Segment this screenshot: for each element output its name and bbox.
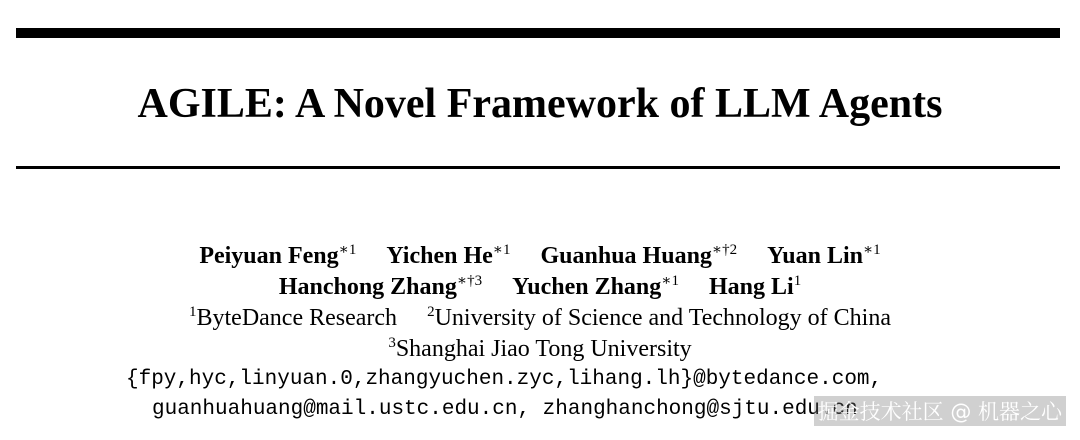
authors-line-2: [0, 271, 1080, 303]
affiliations-line-1: [0, 302, 1080, 334]
author: Yuan Lin$^{∗1}$: [767, 242, 881, 269]
top-rule: [16, 28, 1060, 38]
author: Yichen $He^{∗1}$: [386, 242, 511, 269]
affiliation: $^1$ByteDance Research: [188, 304, 398, 331]
author: Yuchen Zhang$^{∗1}$: [512, 273, 679, 300]
author: Guanhua Huang$^{∗\dagger 2}$: [540, 242, 738, 269]
title-bottom-rule: [16, 166, 1060, 169]
author: Hanchong Zhang$^{∗\dagger 3}$: [278, 273, 483, 300]
author: Hang Li$^1$: [708, 273, 802, 300]
affiliation: $^3$Shanghai Jiao Tong University: [388, 335, 692, 362]
author: Peiyuan Feng$^{∗1}$: [199, 242, 357, 269]
email-line-1: {fpy,hyc,linyuan.0,zhangyuchen.zyc,lihang.lh}@bytedance.com,: [126, 368, 883, 391]
authors-line-1: [0, 240, 1080, 272]
affiliations-line-2: [0, 333, 1080, 365]
watermark: 掘金技术社区 @ 机器之心: [814, 396, 1066, 426]
paper-title: AGILE: A Novel Framework of LLM Agents: [137, 81, 943, 127]
affiliation: $^2$University of Science and Technology of China: [427, 304, 891, 331]
email-line-2: guanhuahuang@mail.ustc.edu.cn, zhanghanchong@sjtu.edu.cn: [152, 398, 858, 421]
